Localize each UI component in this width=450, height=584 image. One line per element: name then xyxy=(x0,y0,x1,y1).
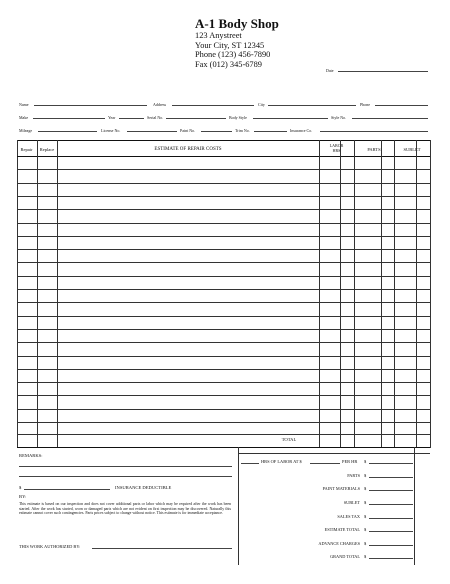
year-field[interactable] xyxy=(119,118,144,119)
table-header-rule xyxy=(17,156,430,157)
paint-materials-label: PAINT MATERIALS xyxy=(322,486,360,491)
col-labor-header: LABOR xyxy=(329,143,344,148)
paint-label: Paint No. xyxy=(180,128,196,133)
table-row-rule[interactable] xyxy=(17,356,430,357)
business-fax: Fax (012) 345-6789 xyxy=(195,59,262,69)
parts-amount-field[interactable] xyxy=(369,477,413,478)
advance-charges-dollar-sign: $ xyxy=(364,541,367,546)
body-style-field[interactable] xyxy=(253,118,328,119)
insurance-field[interactable] xyxy=(320,131,428,132)
license-label: License No. xyxy=(101,128,121,133)
phone-label: Phone xyxy=(360,102,370,107)
grand-total-dollar-sign: $ xyxy=(364,554,367,559)
estimate-total-dollar-sign: $ xyxy=(364,527,367,532)
sublet-amount-field[interactable] xyxy=(369,504,413,505)
col-repair-header: Repair xyxy=(20,147,33,152)
table-row-rule[interactable] xyxy=(17,329,430,330)
paint-materials-amount-field[interactable] xyxy=(369,490,413,491)
table-row-rule[interactable] xyxy=(17,302,430,303)
table-left-border xyxy=(17,140,18,448)
sales-tax-dollar-sign: $ xyxy=(364,514,367,519)
business-address: 123 Anystreet xyxy=(195,31,242,40)
summary-top-rule xyxy=(238,453,430,454)
table-row-rule[interactable] xyxy=(17,369,430,370)
year-label: Year xyxy=(108,115,116,120)
authorized-field[interactable] xyxy=(92,548,232,549)
make-label: Make xyxy=(19,115,29,120)
col-divider-parts xyxy=(394,140,395,447)
table-row-rule[interactable] xyxy=(17,262,430,263)
insurance-label: Insurance Co. xyxy=(290,128,313,133)
sales-tax-label: SALES TAX xyxy=(337,514,360,519)
col-divider-sublet-mid xyxy=(416,140,417,447)
business-phone: Phone (123) 456-7890 xyxy=(195,50,271,59)
insurance-deductible-label: INSURANCE DEDUCTIBLE xyxy=(115,485,172,490)
hrs-labor-label: HRS OF LABOR AT $ xyxy=(261,459,302,464)
total-label: TOTAL xyxy=(281,437,297,442)
remarks-line-1[interactable] xyxy=(19,466,232,467)
table-row-rule[interactable] xyxy=(17,395,430,396)
col-divider-labor-mid xyxy=(340,140,341,447)
advance-charges-label: ADVANCE CHARGES xyxy=(318,541,360,546)
sublet-summary-label: SUBLET xyxy=(343,500,360,505)
col-sublet-header: SUBLET xyxy=(403,146,421,152)
paint-field[interactable] xyxy=(201,131,232,132)
table-bottom-border xyxy=(17,447,430,448)
serial-label: Serial No. xyxy=(147,115,164,120)
remarks-line-2[interactable] xyxy=(19,476,232,477)
table-row-rule[interactable] xyxy=(17,209,430,210)
parts-dollar-sign: $ xyxy=(364,473,367,478)
col-divider-repair xyxy=(37,140,38,447)
table-row-rule[interactable] xyxy=(17,289,430,290)
table-row-rule[interactable] xyxy=(17,236,430,237)
table-row-rule[interactable] xyxy=(17,316,430,317)
phone-field[interactable] xyxy=(375,105,428,106)
trim-field[interactable] xyxy=(254,131,287,132)
date-field[interactable] xyxy=(338,71,428,72)
col-replace-header: Replace xyxy=(39,147,55,152)
col-estimate-header: ESTIMATE OF REPAIR COSTS xyxy=(154,146,222,152)
estimate-total-amount-field[interactable] xyxy=(369,531,413,532)
trim-label: Trim No. xyxy=(235,128,250,133)
advance-charges-amount-field[interactable] xyxy=(369,545,413,546)
mileage-field[interactable] xyxy=(38,131,97,132)
sales-tax-amount-field[interactable] xyxy=(369,518,413,519)
make-field[interactable] xyxy=(33,118,105,119)
hrs-labor-dollar-sign: $ xyxy=(364,459,367,464)
total-row-rule xyxy=(17,434,430,435)
table-row-rule[interactable] xyxy=(17,196,430,197)
grand-total-amount-field[interactable] xyxy=(369,558,413,559)
labor-rate-field[interactable] xyxy=(310,463,340,464)
by-label: BY: xyxy=(19,494,27,499)
name-field[interactable] xyxy=(34,105,147,106)
hrs-labor-amount-field[interactable] xyxy=(369,463,413,464)
style-no-field[interactable] xyxy=(352,118,428,119)
paint-materials-dollar-sign: $ xyxy=(364,486,367,491)
table-row-rule[interactable] xyxy=(17,249,430,250)
estimate-total-label: ESTIMATE TOTAL xyxy=(324,527,360,532)
name-label: Name xyxy=(19,102,29,107)
address-label: Address xyxy=(153,102,167,107)
table-row-rule[interactable] xyxy=(17,276,430,277)
col-divider-estimate xyxy=(319,140,320,447)
summary-right-border xyxy=(414,447,415,565)
insurance-deductible-field[interactable] xyxy=(24,489,110,490)
table-row-rule[interactable] xyxy=(17,342,430,343)
hrs-labor-qty-field[interactable] xyxy=(241,463,259,464)
table-right-border xyxy=(430,140,431,448)
city-label: City xyxy=(258,102,265,107)
insurance-deductible-dollar: $ xyxy=(19,485,22,490)
remarks-label: REMARKS: xyxy=(19,453,43,458)
city-field[interactable] xyxy=(268,105,356,106)
table-row-rule[interactable] xyxy=(17,382,430,383)
license-field[interactable] xyxy=(127,131,177,132)
table-row-rule[interactable] xyxy=(17,422,430,423)
mileage-label: Mileage xyxy=(19,128,33,133)
table-row-rule[interactable] xyxy=(17,169,430,170)
grand-total-label: GRAND TOTAL xyxy=(330,554,360,559)
style-no-label: Style No. xyxy=(331,115,347,120)
table-row-rule[interactable] xyxy=(17,183,430,184)
col-hrs-header: HRS xyxy=(332,148,341,153)
business-name: A-1 Body Shop xyxy=(195,16,279,31)
table-top-border xyxy=(17,140,430,141)
col-divider-labor xyxy=(354,140,355,447)
summary-left-border xyxy=(238,447,239,565)
parts-summary-label: PARTS xyxy=(347,473,360,478)
authorized-label: THIS WORK AUTHORIZED BY: xyxy=(19,544,81,549)
col-parts-header: PARTS xyxy=(367,146,381,152)
body-style-label: Body Style xyxy=(229,115,247,120)
per-hr-label: PER HR xyxy=(342,459,358,464)
serial-field[interactable] xyxy=(166,118,226,119)
table-row-rule[interactable] xyxy=(17,223,430,224)
disclaimer-text: This estimate is based on our inspection and does not cover additional parts or labor which may be required after the work has been started. After the work has started, worn or damaged parts which are not evident on first inspection may be discovered. Naturally this estimate cannot cover such contingencies. Parts prices subject to change without notice. This estimate is for immediate acceptance. xyxy=(19,502,231,516)
business-city: Your City, ST 12345 xyxy=(195,40,265,50)
col-divider-parts-mid xyxy=(381,140,382,447)
sublet-dollar-sign: $ xyxy=(364,500,367,505)
col-divider-replace xyxy=(57,140,58,447)
table-row-rule[interactable] xyxy=(17,409,430,410)
address-field[interactable] xyxy=(172,105,254,106)
date-label: Date xyxy=(326,68,334,73)
